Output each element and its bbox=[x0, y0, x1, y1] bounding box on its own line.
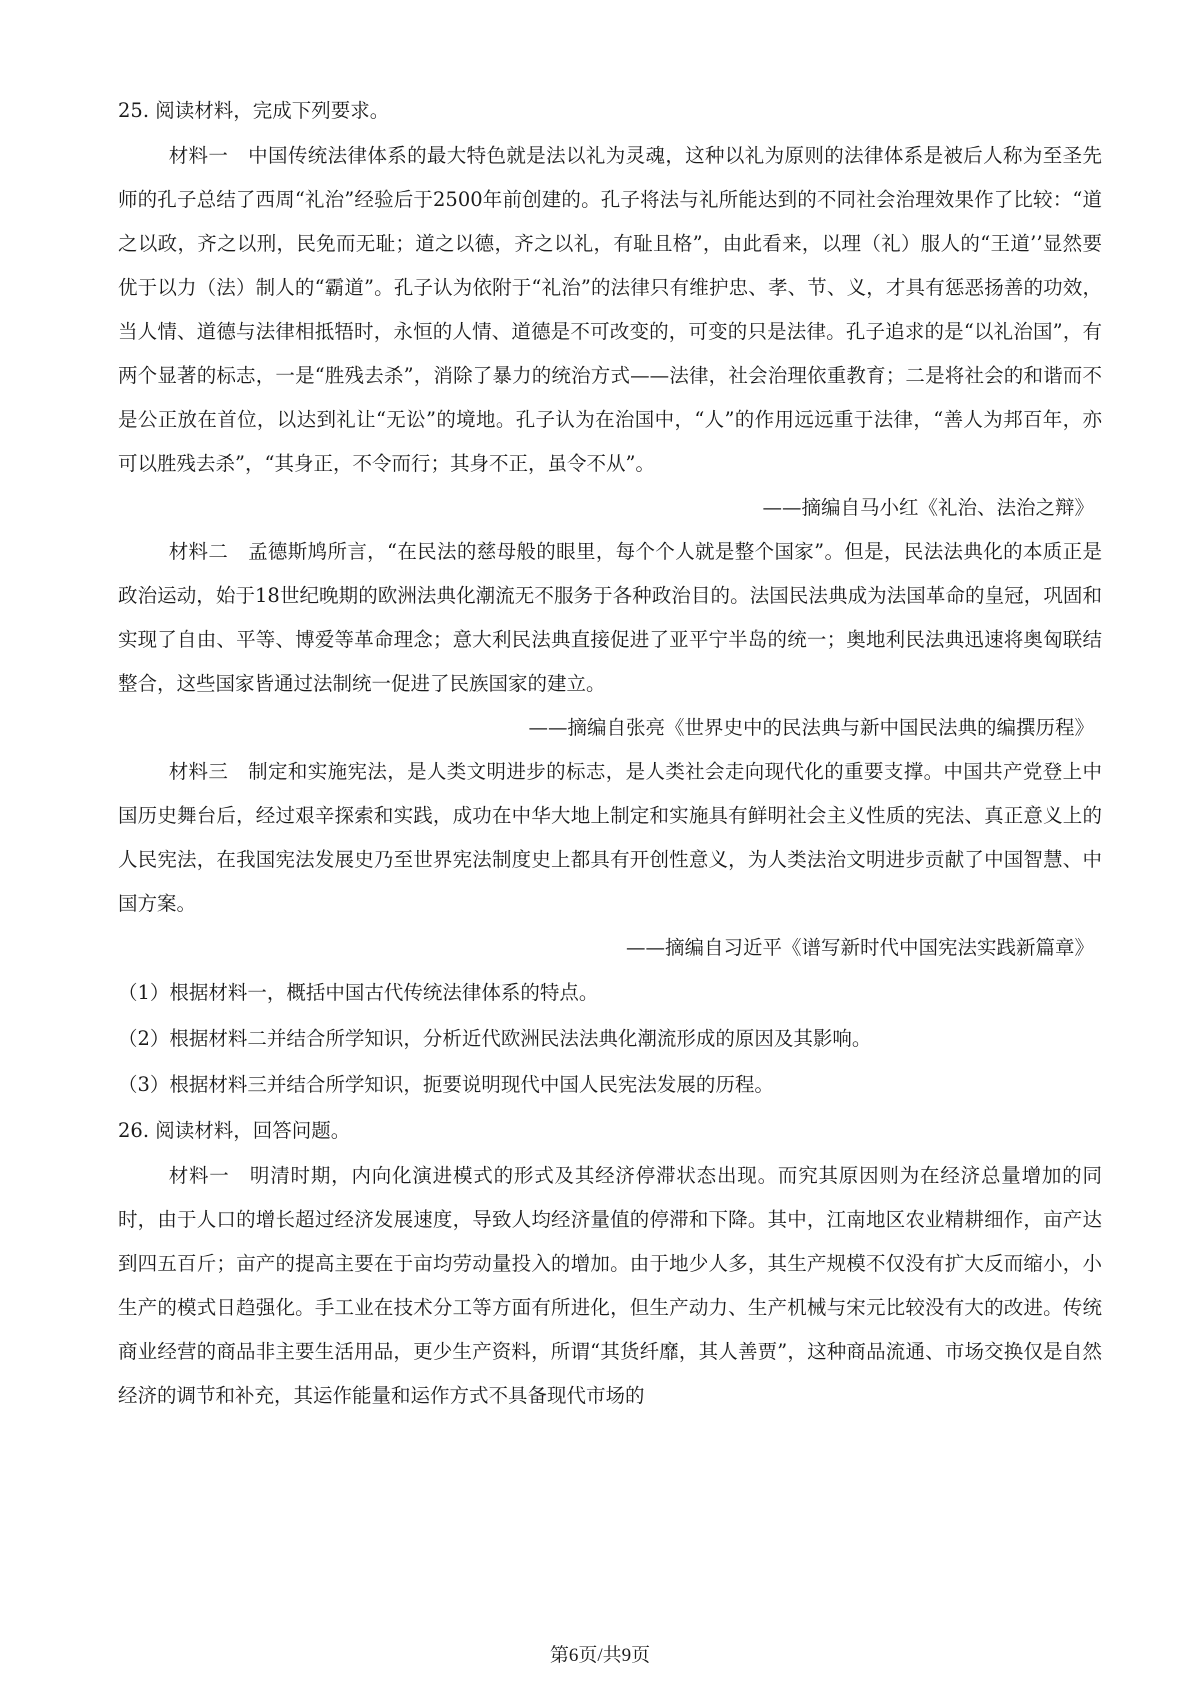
question-25-title: 25. 阅读材料，完成下列要求。 bbox=[118, 99, 390, 122]
q25-material-2: 材料二 孟德斯鸠所言，“在民法的慈母般的眼里，每个个人就是整个国家”。但是，民法法典化的本质正是政治运动，始于18世纪晚期的欧洲法典化潮流无不服务于各种政治目的。法国民法典成为法国革命的皇冠，巩固和实现了自由、平等、博爱等革命理念；意大利民法典直接促进了亚平宁半岛的统一；奥地利民法典迅速将奥匈联结整合，这些国家皆通过法制统一促进了民族国家的建立。 bbox=[118, 540, 1102, 695]
q25-task-1: （1）根据材料一，概括中国古代传统法律体系的特点。 bbox=[118, 981, 599, 1004]
question-26-title: 26. 阅读材料，回答问题。 bbox=[118, 1119, 351, 1142]
q25-material-1-source: ——摘编自马小红《礼治、法治之辩》 bbox=[762, 496, 1094, 519]
q25-material-3-source: ——摘编自习近平《谱写新时代中国宪法实践新篇章》 bbox=[625, 936, 1094, 959]
q25-material-1: 材料一 中国传统法律体系的最大特色就是法以礼为灵魂，这种以礼为原则的法律体系是被后人称为至圣先师的孔子总结了西周“礼治”经验后于2500年前创建的。孔子将法与礼所能达到的不同社会治理效果作了比较：“道之以政，齐之以刑，民免而无耻；道之以德，齐之以礼，有耻且格”，由此看来，以理（礼）服人的“王道’’显然要优于以力（法）制人的“霸道”。孔子认为依附于“礼治”的法律只有维护忠、孝、节、义，才具有惩恶扬善的功效，当人情、道德与法律相抵牾时，永恒的人情、道德是不可改变的，可变的只是法律。孔子追求的是“以礼治国”，有两个显著的标志，一是“胜残去杀”，消除了暴力的统治方式——法律，社会治理依重教育；二是将社会的和谐而不是公正放在首位，以达到礼让“无讼”的境地。孔子认为在治国中，“人”的作用远远重于法律，“善人为邦百年，亦可以胜残去杀”，“其身正，不令而行；其身不正，虽令不从”。 bbox=[118, 144, 1102, 475]
q25-material-2-source: ——摘编自张亮《世界史中的民法典与新中国民法典的编撰历程》 bbox=[528, 716, 1094, 739]
q25-task-2: （2）根据材料二并结合所学知识，分析近代欧洲民法法典化潮流形成的原因及其影响。 bbox=[118, 1027, 872, 1050]
page-number: 第6页/共9页 bbox=[549, 1645, 651, 1666]
q25-material-3: 材料三 制定和实施宪法，是人类文明进步的标志，是人类社会走向现代化的重要支撑。中国共产党登上中国历史舞台后，经过艰辛探索和实践，成功在中华大地上制定和实施具有鲜明社会主义性质的宪法、真正意义上的人民宪法，在我国宪法发展史乃至世界宪法制度史上都具有开创性意义，为人类法治文明进步贡献了中国智慧、中国方案。 bbox=[118, 760, 1102, 915]
q25-task-3: （3）根据材料三并结合所学知识，扼要说明现代中国人民宪法发展的历程。 bbox=[118, 1073, 774, 1096]
q26-material-1: 材料一 明清时期，内向化演进模式的形式及其经济停滞状态出现。而究其原因则为在经济总量增加的同时，由于人口的增长超过经济发展速度，导致人均经济量值的停滞和下降。其中，江南地区农业精耕细作，亩产达到四五百斤；亩产的提高主要在于亩均劳动量投入的增加。由于地少人多，其生产规模不仅没有扩大反而缩小，小生产的模式日趋强化。手工业在技术分工等方面有所进化，但生产动力、生产机械与宋元比较没有大的改进。传统商业经营的商品非主要生活用品，更少生产资料，所谓“其货纤靡，其人善贾”，这种商品流通、市场交换仅是自然经济的调节和补充，其运作能量和运作方式不具备现代市场的 bbox=[118, 1164, 1102, 1407]
exam-page bbox=[118, 88, 1102, 1418]
